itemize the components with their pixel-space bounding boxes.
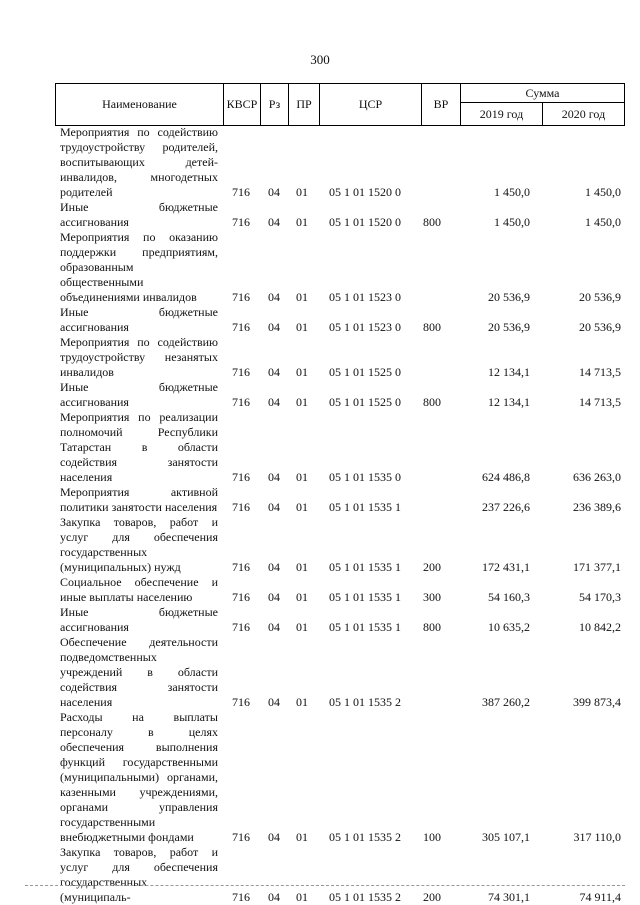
- row-csr: 05 1 01 1520 0: [329, 215, 401, 229]
- table-row: [0, 305, 640, 335]
- row-sum-2019: 1 450,0: [494, 185, 530, 199]
- header-rz: Рз: [261, 84, 289, 126]
- row-csr: 05 1 01 1523 0: [329, 320, 401, 334]
- row-pr: 01: [296, 320, 308, 334]
- row-sum-2020: 20 536,9: [579, 290, 621, 304]
- row-vr: 200: [423, 890, 441, 904]
- row-sum-2019: 1 450,0: [494, 215, 530, 229]
- row-vr: 800: [423, 395, 441, 409]
- row-kvsr: 716: [232, 185, 250, 199]
- row-sum-2019: 10 635,2: [488, 620, 530, 634]
- row-sum-2019: 20 536,9: [488, 290, 530, 304]
- row-pr: 01: [296, 500, 308, 514]
- row-sum-2019: 305 107,1: [482, 830, 530, 844]
- row-kvsr: 716: [232, 620, 250, 634]
- table-row: [0, 125, 640, 200]
- row-csr: 05 1 01 1535 1: [329, 590, 401, 604]
- table-row: [0, 515, 640, 575]
- table-row: [0, 575, 640, 605]
- row-name: Иные бюджетные ассигнования: [60, 305, 218, 334]
- row-sum-2020: 14 713,5: [579, 395, 621, 409]
- row-name: Иные бюджетные ассигнования: [60, 380, 218, 409]
- row-csr: 05 1 01 1535 1: [329, 500, 401, 514]
- row-rz: 04: [268, 365, 280, 379]
- row-pr: 01: [296, 830, 308, 844]
- row-pr: 01: [296, 560, 308, 574]
- row-pr: 01: [296, 695, 308, 709]
- row-kvsr: 716: [232, 830, 250, 844]
- row-rz: 04: [268, 560, 280, 574]
- row-vr: 200: [423, 560, 441, 574]
- row-kvsr: 716: [232, 890, 250, 904]
- row-rz: 04: [268, 185, 280, 199]
- row-rz: 04: [268, 470, 280, 484]
- row-sum-2020: 14 713,5: [579, 365, 621, 379]
- table-row: [0, 605, 640, 635]
- row-pr: 01: [296, 590, 308, 604]
- table-row: [0, 635, 640, 710]
- row-sum-2020: 636 263,0: [573, 470, 621, 484]
- row-name: Обеспечение деятельности подведомственных учреждений в области содействия занятости населения: [60, 635, 218, 709]
- row-pr: 01: [296, 185, 308, 199]
- row-name: Расходы на выплаты персоналу в целях обеспечения выполнения функций государственными (муниципальными) органами, казенными учреждениями, органами управления государственными внебюджетными фондами: [60, 710, 218, 844]
- row-sum-2020: 171 377,1: [573, 560, 621, 574]
- footer-divider: [25, 885, 625, 886]
- row-sum-2019: 624 486,8: [482, 470, 530, 484]
- row-sum-2019: 12 134,1: [488, 365, 530, 379]
- row-vr: 100: [423, 830, 441, 844]
- table-row: [0, 200, 640, 230]
- row-sum-2020: 317 110,0: [573, 830, 621, 844]
- row-kvsr: 716: [232, 215, 250, 229]
- row-csr: 05 1 01 1535 1: [329, 560, 401, 574]
- row-rz: 04: [268, 395, 280, 409]
- row-sum-2020: 399 873,4: [573, 695, 621, 709]
- row-sum-2020: 1 450,0: [585, 215, 621, 229]
- row-name: Мероприятия по содействию трудоустройству родителей, воспитывающих детей-инвалидов, многодетных родителей: [60, 125, 218, 199]
- row-vr: 300: [423, 590, 441, 604]
- row-kvsr: 716: [232, 290, 250, 304]
- row-sum-2019: 20 536,9: [488, 320, 530, 334]
- row-rz: 04: [268, 695, 280, 709]
- row-kvsr: 716: [232, 320, 250, 334]
- row-kvsr: 716: [232, 500, 250, 514]
- row-sum-2019: 12 134,1: [488, 395, 530, 409]
- row-csr: 05 1 01 1523 0: [329, 290, 401, 304]
- row-rz: 04: [268, 320, 280, 334]
- row-name: Мероприятия по оказанию поддержки предприятиям, образованным общественными объединениями инвалидов: [60, 230, 218, 304]
- header-kvsr: КВСР: [224, 84, 261, 126]
- row-sum-2020: 1 450,0: [585, 185, 621, 199]
- row-kvsr: 716: [232, 560, 250, 574]
- row-kvsr: 716: [232, 590, 250, 604]
- row-vr: 800: [423, 620, 441, 634]
- row-name: Мероприятия активной политики занятости населения: [60, 485, 218, 514]
- row-kvsr: 716: [232, 395, 250, 409]
- row-name: Закупка товаров, работ и услуг для обеспечения государственных (муниципальных) нужд: [60, 515, 218, 574]
- row-name: Мероприятия по содействию трудоустройству незанятых инвалидов: [60, 335, 218, 379]
- row-pr: 01: [296, 620, 308, 634]
- table-header: [55, 83, 625, 126]
- table-body: [0, 125, 640, 905]
- row-rz: 04: [268, 290, 280, 304]
- row-csr: 05 1 01 1535 2: [329, 890, 401, 904]
- row-rz: 04: [268, 500, 280, 514]
- row-sum-2020: 54 170,3: [579, 590, 621, 604]
- row-sum-2019: 387 260,2: [482, 695, 530, 709]
- row-csr: 05 1 01 1535 1: [329, 620, 401, 634]
- table-row: [0, 410, 640, 485]
- header-vr: ВР: [422, 84, 461, 126]
- row-csr: 05 1 01 1525 0: [329, 395, 401, 409]
- row-vr: 800: [423, 215, 441, 229]
- row-csr: 05 1 01 1520 0: [329, 185, 401, 199]
- row-rz: 04: [268, 830, 280, 844]
- table-row: [0, 710, 640, 845]
- row-sum-2020: 236 389,6: [573, 500, 621, 514]
- row-csr: 05 1 01 1535 2: [329, 830, 401, 844]
- table-row: [0, 380, 640, 410]
- row-pr: 01: [296, 470, 308, 484]
- table-row: [0, 845, 640, 905]
- table-row: [0, 230, 640, 305]
- row-kvsr: 716: [232, 365, 250, 379]
- row-name: Социальное обеспечение и иные выплаты населению: [60, 575, 218, 604]
- row-pr: 01: [296, 890, 308, 904]
- row-sum-2019: 172 431,1: [482, 560, 530, 574]
- row-kvsr: 716: [232, 695, 250, 709]
- header-sum: Сумма: [461, 84, 625, 103]
- page-number: 300: [310, 52, 330, 67]
- row-csr: 05 1 01 1535 0: [329, 470, 401, 484]
- row-rz: 04: [268, 215, 280, 229]
- row-rz: 04: [268, 620, 280, 634]
- row-sum-2019: 54 160,3: [488, 590, 530, 604]
- header-name: Наименование: [56, 84, 224, 126]
- row-sum-2020: 10 842,2: [579, 620, 621, 634]
- row-name: Закупка товаров, работ и услуг для обеспечения государственных (муниципаль-: [60, 845, 218, 904]
- row-pr: 01: [296, 290, 308, 304]
- row-sum-2020: 74 911,4: [579, 890, 621, 904]
- row-vr: 800: [423, 320, 441, 334]
- row-name: Иные бюджетные ассигнования: [60, 200, 218, 229]
- row-name: Мероприятия по реализации полномочий Республики Татарстан в области содействия занятости населения: [60, 410, 218, 484]
- table-row: [0, 485, 640, 515]
- row-pr: 01: [296, 215, 308, 229]
- row-sum-2020: 20 536,9: [579, 320, 621, 334]
- row-pr: 01: [296, 395, 308, 409]
- header-year-2019: 2019 год: [461, 103, 543, 126]
- table-row: [0, 335, 640, 380]
- row-csr: 05 1 01 1535 2: [329, 695, 401, 709]
- row-kvsr: 716: [232, 470, 250, 484]
- row-name: Иные бюджетные ассигнования: [60, 605, 218, 634]
- row-pr: 01: [296, 365, 308, 379]
- row-sum-2019: 74 301,1: [488, 890, 530, 904]
- row-csr: 05 1 01 1525 0: [329, 365, 401, 379]
- row-rz: 04: [268, 890, 280, 904]
- header-csr: ЦСР: [320, 84, 422, 126]
- row-sum-2019: 237 226,6: [482, 500, 530, 514]
- header-pr: ПР: [289, 84, 320, 126]
- row-rz: 04: [268, 590, 280, 604]
- header-year-2020: 2020 год: [543, 103, 625, 126]
